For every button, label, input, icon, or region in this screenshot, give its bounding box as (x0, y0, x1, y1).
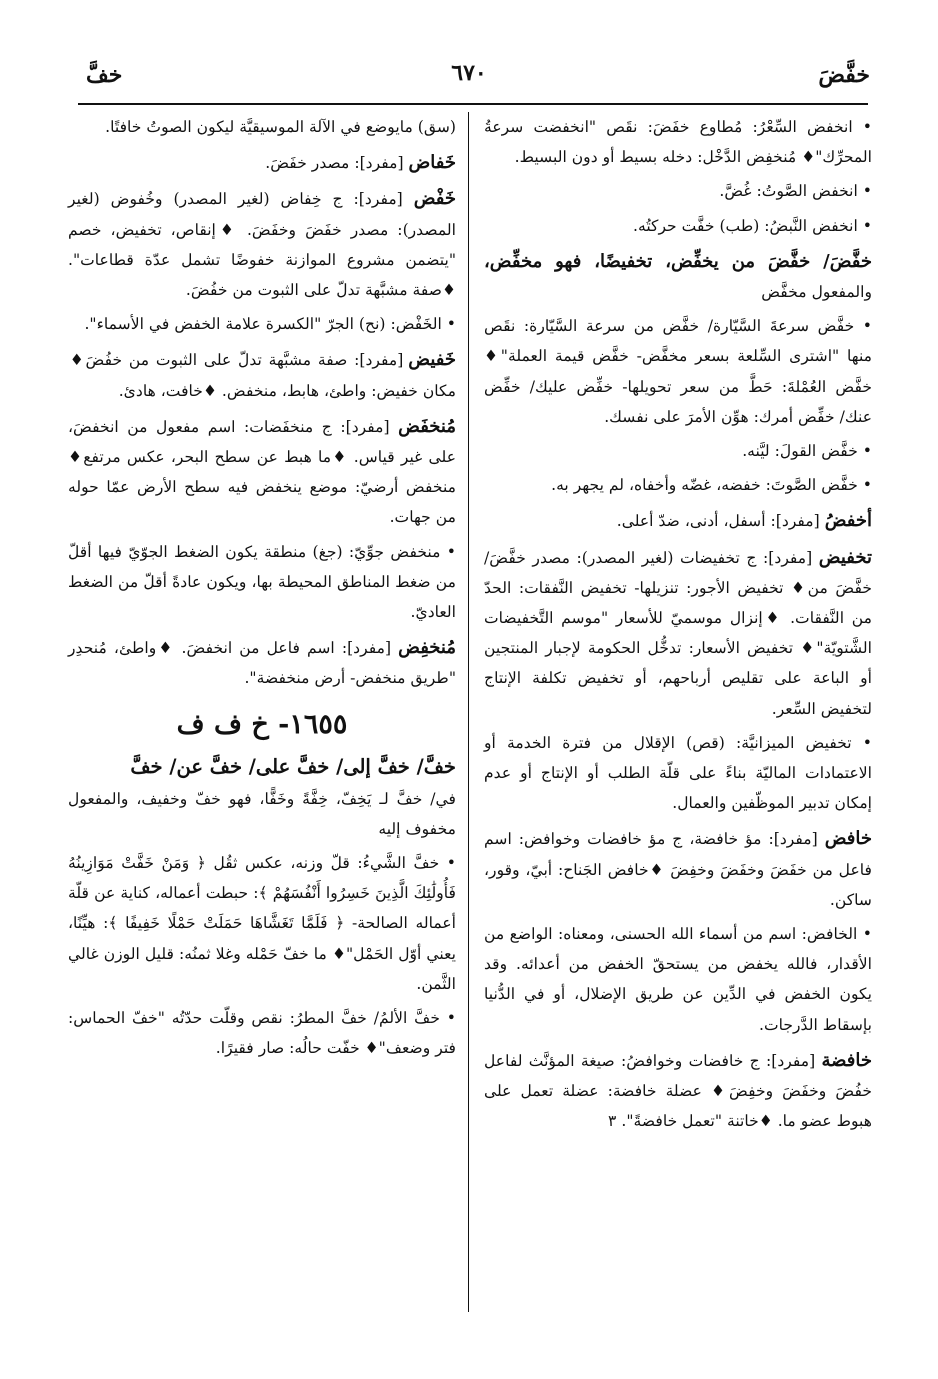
entry-headword: مُنخفِض (398, 637, 456, 659)
sub-entry: • الخَفْض: (نح) الجرّ "الكسرة علامة الخفض في الأسماء". (84, 315, 456, 334)
entry-headword: خَفْض (413, 188, 456, 210)
entry-text: في/ خفَّ لـ يَخِفّ، خِفَّةً وخَفًّا، فهو خفّ وخفيف، والمفعول مخفوف إليه (68, 789, 456, 838)
sub-entry: • انخفض السِّعْرُ: مُطاوع خفَضَ: نقَص "انخفضت سرعةُ المحرِّك"♦ مُنخفِض الدَّخْل: دخله بسيط أو دون البسيط. (484, 118, 872, 167)
verb-forms-line: خفَّ/ خفَّ إلى/ خفَّ على/ خفَّ عن/ خفَّ (130, 754, 456, 778)
dictionary-entry (68, 412, 456, 533)
sub-entry: • تخفيض الميزانيَّة: (قص) الإقلال من فترة الخدمة أو الاعتمادات الماليّة بناءً على قلّة الطلب أو الإنتاج أو عدم إمكان تدبير الموظّفين والعمال. (484, 733, 872, 813)
root-entry-heading: ١٦٥٥- خ ف ف (176, 708, 348, 740)
sub-entry: • الخافض: اسم من أسماء الله الحسنى، ومعناه: الواضع من الأقدار، فالله يخفض من يستحقّ الخفض من أعدائه. وقد يكون الخفض في الدِّين عن طريق الإضلال، أو في الدُّنيا بإسقاط الدَّرجات. (484, 925, 872, 1034)
dictionary-entry (68, 633, 456, 693)
entry-definition: [مفرد]: ج خِفاض (لغير المصدر) وخُفوض (لغير المصدر): مصدر خفَضَ وخفَضَ. ♦إنقاص، تخفيض، خصم "يتضمن مشروع الموازنة خفوضًا تشمل عدّة قطاعات". ♦صفة مشبَّهة تدلّ على الثبوت من خفُضَ. (68, 190, 456, 300)
dictionary-entry (68, 184, 456, 305)
sub-entry: • انخفض النَّبضُ: (طب) خفَّت حركتُه. (633, 216, 872, 235)
sub-entry: • خفَّ الألمُ/ خفَّ المطرُ: نقص وقلّت حدّتُه "خفّ الحماس: فتر وضعف"♦ خفّت حالُه: صار فقيرًا. (68, 1009, 456, 1058)
entry-headword: أخفضُ (824, 510, 872, 532)
header-running-word-right: خفَّضَ (818, 62, 870, 88)
entry-definition: [مفرد]: ج خافضات وخوافضُ: صيغة المؤنَّث لفاعل خفُضَ وخفَضَ وخفِضَ♦ عضلة خافضة: عضلة تعمل على هبوط عضو ما. ♦خاتنة "تعمل خافضةً". ٣ (484, 1051, 872, 1131)
entry-definition: [مفرد]: أسفل، أدنى، ضدّ أعلى. (616, 512, 825, 531)
entry-definition: [مفرد]: اسم فاعل من انخفضَ. ♦واطئ، مُنحدِر "طريق منخفض- أرض منخفضة". (68, 639, 456, 688)
entry-text: (سق) مايوضع في الآلة الموسيقيَّة ليكون الصوتُ خافتًا. (105, 118, 456, 136)
sub-entry: • خفَّ الشَّيءُ: قلّ وزنه، عكس ثقُل ﴿ وَمَنْ خَفَّتْ مَوَازِينُهُ فَأُولَٰئِكَ الَّذِينَ خَسِرُوا أَنْفُسَهُمْ ﴾: حبطت أعماله، كناية عن قلّة أعماله الصالحة- ﴿ فَلَمَّا تَغَشَّاهَا حَمَلَتْ حَمْلًا خَفِيفًا ﴾: هيِّنًا، يعني أوّل الحَمْل"♦ ما خفّ حَمْله وغلا ثمنُه: قليل الوزن غالي الثَّمن. (68, 854, 456, 993)
entry-definition: [مفرد]: مؤ خافضة، ج مؤ خافضات وخوافض: اسم فاعل من خفَضَ وخفَضَ وخفِضَ ♦خافض الجَناح: أبيّ، وقور، ساكن. (484, 830, 872, 909)
sub-entry: • خفَّض سرعةَ السَّيّارة/ خفَّض من سرعة السَّيّارة: نقَص منها "اشترى السِّلعة بسعر مخفَّض- خفَّض قيمة العملة"♦ خفَّض العُمْلةَ: حَطَّ من سعر تحويلها- خفِّض عليك/ خفِّض عنك/ خفِّض أمرك: هوِّن الأمرَ على نفسك. (484, 317, 872, 426)
entry-definition: والمفعول مخفَّض (761, 283, 872, 302)
sub-entry: • انخفض الصَّوتُ: غُضَّ. (719, 182, 872, 201)
dictionary-entry (484, 824, 872, 915)
sub-entry: • خفَّض القولَ: ليَّنه. (742, 442, 872, 461)
entry-headword: خفَّضَ/ خفَّضَ من يخفِّض، تخفيضًا، فهو مخفِّض، (484, 250, 872, 272)
dictionary-entry (68, 148, 456, 178)
dictionary-entry (484, 1046, 872, 1137)
dictionary-entry (484, 247, 872, 307)
left-column (68, 112, 456, 1067)
dictionary-entry (68, 345, 456, 405)
page-number: ٦٧٠ (451, 60, 487, 86)
right-column (484, 112, 872, 1141)
dictionary-entry (484, 543, 872, 724)
entry-definition: [مفرد]: صفة مشبَّهة تدلّ على الثبوت من خفُضَ♦ مكان خفيض: واطئ، هابط، منخفض. ♦خافت، هادئ. (68, 351, 456, 400)
sub-entry: • منخفض جوِّيّ: (جغ) منطقة يكون الضغط الجوّيّ فيها أقلّ من ضغط المناطق المحيطة بها، ويكون عادةً أقلّ من الضغط العاديّ. (68, 542, 456, 622)
entry-headword: خَفاض (408, 152, 456, 174)
entry-headword: خافضة (821, 1049, 872, 1071)
sub-entry: • خفَّض الصَّوتَ: خفضه، غضّه وأخفاه، لم يجهر به. (551, 476, 872, 495)
entry-headword: خافض (824, 828, 872, 850)
header-running-word-left: خفَّ (86, 62, 123, 88)
entry-headword: تخفيض (818, 546, 872, 568)
entry-definition: [مفرد]: مصدر خفَضَ. (265, 154, 409, 173)
entry-definition: [مفرد]: ج منخفَضات: اسم مفعول من انخفضَ، على غير قياس. ♦ما هبط عن سطح البحر، عكس مرتفع♦ منخفض أرضيّ: موضع ينخفض فيه سطح الأرض عمّا حوله من جهات. (68, 417, 456, 527)
column-divider (468, 112, 469, 1312)
entry-headword: مُنخفَض (398, 415, 456, 437)
header-rule (78, 103, 868, 105)
dictionary-entry (484, 506, 872, 536)
entry-headword: خَفيض (408, 349, 456, 371)
entry-definition: [مفرد]: ج تخفيضات (لغير المصدر): مصدر خفَّضَ/ خفَّضَ من♦ تخفيض الأجور: تنزيلها- تخفيض النَّفقات: الحدّ من النَّفقات. ♦إنزال موسميّ للأسعار "موسم التَّخفيضات الشَّتويّة"♦ تخفيض الأسعار: تدخُّل الحكومة لإجبار المنتجين أو الباعة على تقليص أرباحهم، أو تخفيض تكلفة الإنتاج لتخفيض السِّعر. (484, 548, 872, 718)
